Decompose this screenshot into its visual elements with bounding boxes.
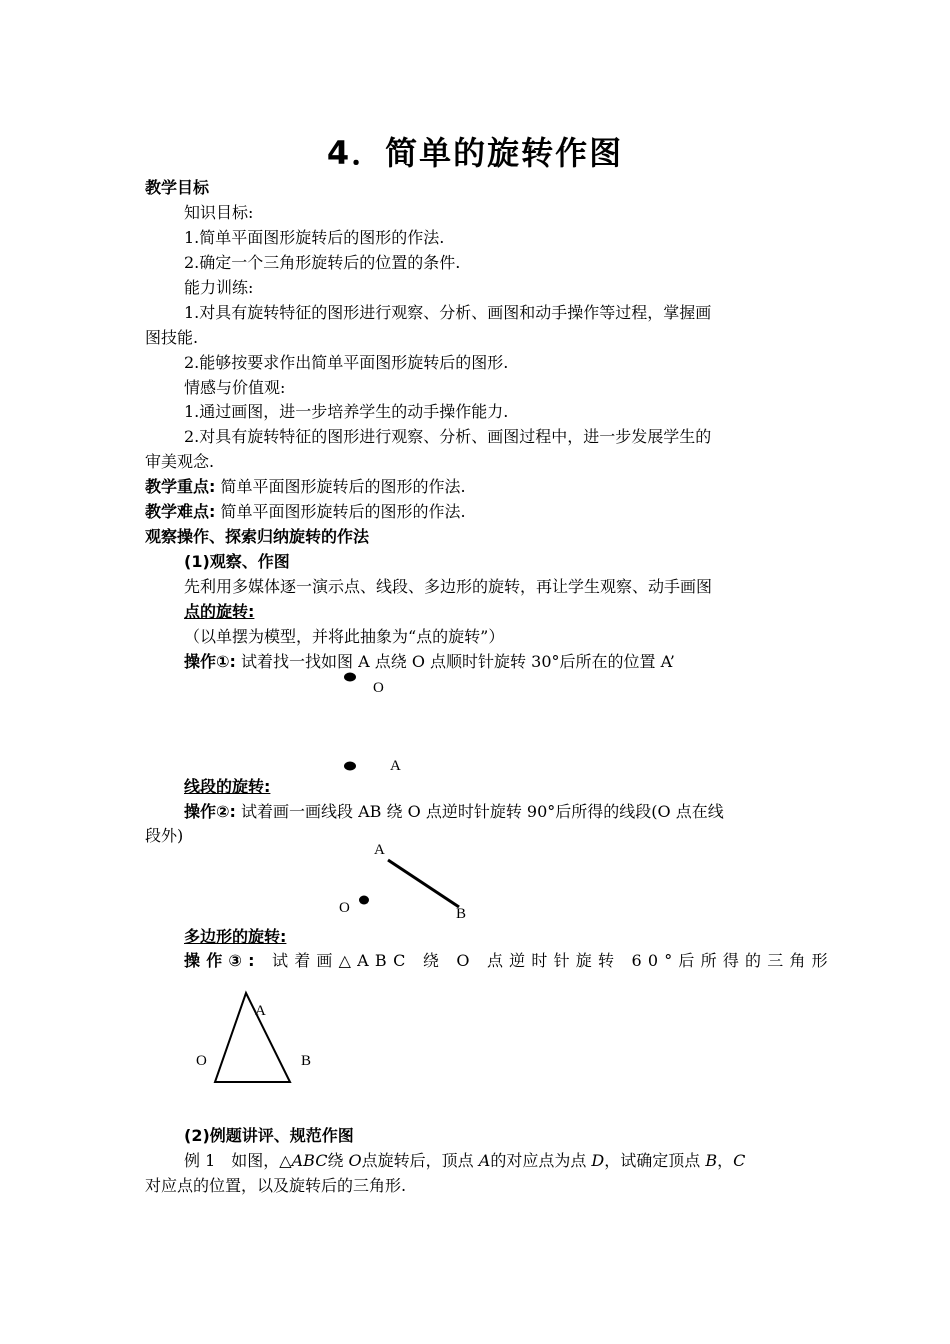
page-title: 4．简单的旋转作图 — [326, 134, 624, 172]
operation-3-label: 操作③: — [184, 951, 261, 970]
subsection-1-heading: (1)观察、作图 — [184, 552, 290, 571]
difficulty-label: 教学难点: — [145, 502, 216, 521]
section-heading: 观察操作、探索归纳旋转的作法 — [145, 527, 370, 546]
figure-3-label-b: B — [301, 1053, 312, 1069]
key-point-label: 教学重点: — [145, 477, 216, 496]
subsection-2-heading: (2)例题讲评、规范作图 — [184, 1126, 354, 1145]
figure-3-triangle-abc — [215, 993, 290, 1082]
segment-rotation-heading: 线段的旋转: — [184, 777, 271, 796]
operation-2-label: 操作②: — [184, 802, 236, 821]
emotion-item-2-cont: 审美观念. — [145, 452, 215, 471]
operation-1-text: 试着找一找如图 A 点绕 O 点顺时针旋转 30°后所在的位置 A’ — [235, 652, 675, 671]
ability-heading: 能力训练: — [184, 278, 254, 297]
figure-2-label-a: A — [374, 842, 385, 858]
figure-1-point-a — [344, 762, 356, 771]
knowledge-item-1: 1.简单平面图形旋转后的图形的作法. — [184, 228, 445, 247]
ability-item-1: 1.对具有旋转特征的图形进行观察、分析、画图和动手操作等过程，掌握画 — [184, 303, 712, 322]
figure-2-label-b: B — [456, 906, 467, 922]
example-1-cont: 对应点的位置，以及旋转后的三角形. — [145, 1176, 407, 1195]
operation-2-text: 试着画一画线段 AB 绕 O 点逆时针旋转 90°后所得的线段(O 点在线 — [235, 802, 724, 821]
figure-1-point-o — [344, 673, 356, 682]
point-rotation-note: （以单摆为模型，并将此抽象为“点的旋转”） — [184, 627, 505, 646]
difficulty-text: 简单平面图形旋转后的图形的作法. — [215, 502, 466, 521]
figure-1-label-o: O — [373, 680, 384, 696]
operation-1-label: 操作①: — [184, 652, 236, 671]
knowledge-heading: 知识目标: — [184, 203, 254, 222]
subsection-1-text: 先利用多媒体逐一演示点、线段、多边形的旋转，再让学生观察、动手画图 — [184, 577, 713, 596]
emotion-item-2: 2.对具有旋转特征的图形进行观察、分析、画图过程中，进一步发展学生的 — [184, 427, 712, 446]
operation-3-text: 试着画△ABC 绕 O 点逆时针旋转 60°后所得的三角形 — [260, 951, 834, 970]
figure-3-label-o: O — [196, 1053, 207, 1069]
figure-2-point-o — [359, 896, 369, 905]
figure-2-label-o: O — [339, 900, 350, 916]
figure-3-label-a: A — [255, 1003, 266, 1019]
knowledge-item-2: 2.确定一个三角形旋转后的位置的条件. — [184, 253, 461, 272]
emotion-item-1: 1.通过画图，进一步培养学生的动手操作能力. — [184, 402, 509, 421]
polygon-rotation-heading: 多边形的旋转: — [184, 927, 287, 946]
figure-2-segment-ab — [388, 860, 459, 907]
figure-1-label-a: A — [390, 758, 401, 774]
example-1: 例 1 如图，△ABC绕 O点旋转后，顶点 A的对应点为点 D，试确定顶点 B，C — [184, 1151, 746, 1170]
key-point-text: 简单平面图形旋转后的图形的作法. — [215, 477, 466, 496]
goals-heading: 教学目标 — [145, 178, 210, 197]
point-rotation-heading: 点的旋转: — [184, 602, 255, 621]
emotion-heading: 情感与价值观: — [184, 378, 286, 397]
ability-item-1-cont: 图技能. — [145, 328, 199, 347]
ability-item-2: 2.能够按要求作出简单平面图形旋转后的图形. — [184, 353, 509, 372]
operation-2-cont: 段外) — [145, 826, 184, 845]
